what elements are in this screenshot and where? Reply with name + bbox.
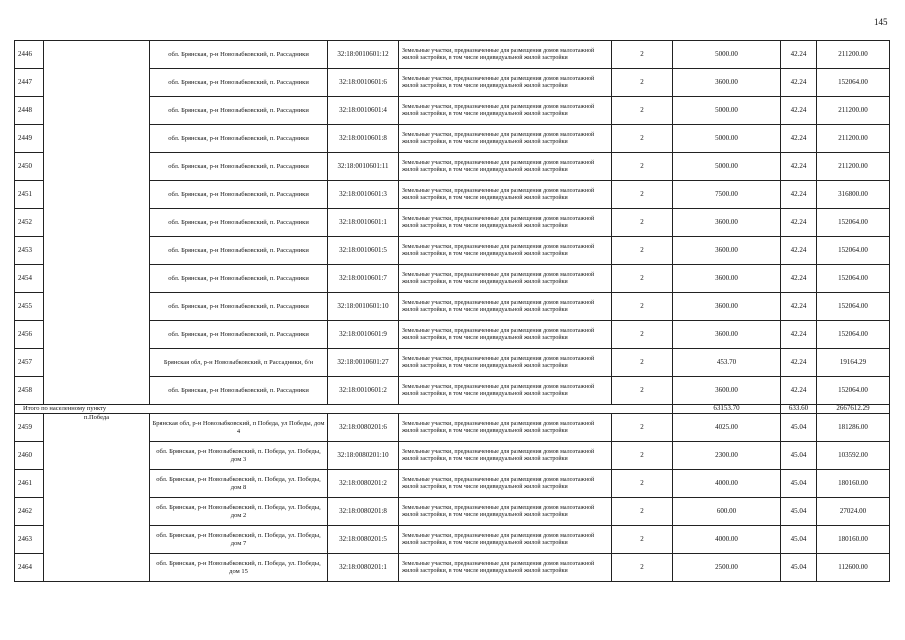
address-cell: обл. Брянская, р-н Новозыбковский, п. Рассадники xyxy=(150,97,328,125)
group-code-cell: 2 xyxy=(612,377,673,405)
total-area: 63153.70 xyxy=(673,405,781,414)
address-cell: обл. Брянская, р-н Новозыбковский, п. Победа, ул. Победы, дом 3 xyxy=(150,442,328,470)
cadastral-number-cell: 32:18:0010601:11 xyxy=(328,153,399,181)
rate-cell: 45.04 xyxy=(781,442,817,470)
address-cell: обл. Брянская, р-н Новозыбковский, п. Победа, ул. Победы, дом 15 xyxy=(150,554,328,582)
cadastral-number-cell: 32:18:0080201:1 xyxy=(328,554,399,582)
land-registry-table xyxy=(14,40,890,582)
address-cell: обл. Брянская, р-н Новозыбковский, п. Победа, ул. Победы, дом 2 xyxy=(150,498,328,526)
value-cell: 316800.00 xyxy=(817,181,890,209)
group-code-cell: 2 xyxy=(612,237,673,265)
row-number: 2458 xyxy=(15,377,44,405)
value-cell: 112600.00 xyxy=(817,554,890,582)
row-number: 2452 xyxy=(15,209,44,237)
value-cell: 211200.00 xyxy=(817,125,890,153)
group-code-cell: 2 xyxy=(612,498,673,526)
group-code-cell: 2 xyxy=(612,209,673,237)
cadastral-number-cell: 32:18:0010601:10 xyxy=(328,293,399,321)
value-cell: 211200.00 xyxy=(817,97,890,125)
row-number: 2446 xyxy=(15,41,44,69)
value-cell: 152064.00 xyxy=(817,265,890,293)
area-cell: 3600.00 xyxy=(673,69,781,97)
group-code-cell: 2 xyxy=(612,470,673,498)
land-use-cell: Земельные участки, предназначенные для размещения домов малоэтажной жилой застройки, в том числе индивидуальной жилой застройки xyxy=(399,321,612,349)
land-use-cell: Земельные участки, предназначенные для размещения домов малоэтажной жилой застройки, в том числе индивидуальной жилой застройки xyxy=(399,414,612,442)
area-cell: 2500.00 xyxy=(673,554,781,582)
address-cell: обл. Брянская, р-н Новозыбковский, п. Победа, ул. Победы, дом 8 xyxy=(150,470,328,498)
value-cell: 152064.00 xyxy=(817,69,890,97)
area-cell: 4025.00 xyxy=(673,414,781,442)
settlement-cell xyxy=(44,41,150,405)
group-code-cell: 2 xyxy=(612,442,673,470)
row-number: 2450 xyxy=(15,153,44,181)
rate-cell: 42.24 xyxy=(781,349,817,377)
value-cell: 27024.00 xyxy=(817,498,890,526)
row-number: 2447 xyxy=(15,69,44,97)
rate-cell: 42.24 xyxy=(781,69,817,97)
row-number: 2461 xyxy=(15,470,44,498)
cadastral-number-cell: 32:18:0010601:6 xyxy=(328,69,399,97)
cadastral-number-cell: 32:18:0010601:8 xyxy=(328,125,399,153)
area-cell: 5000.00 xyxy=(673,41,781,69)
address-cell: обл. Брянская, р-н Новозыбковский, п. Рассадники xyxy=(150,69,328,97)
cadastral-number-cell: 32:18:0010601:3 xyxy=(328,181,399,209)
total-value: 2667612.29 xyxy=(817,405,890,414)
row-number: 2457 xyxy=(15,349,44,377)
area-cell: 453.70 xyxy=(673,349,781,377)
rate-cell: 42.24 xyxy=(781,377,817,405)
rate-cell: 42.24 xyxy=(781,237,817,265)
area-cell: 3600.00 xyxy=(673,265,781,293)
address-cell: обл. Брянская, р-н Новозыбковский, п. Рассадники xyxy=(150,41,328,69)
value-cell: 103592.00 xyxy=(817,442,890,470)
land-use-cell: Земельные участки, предназначенные для размещения домов малоэтажной жилой застройки, в том числе индивидуальной жилой застройки xyxy=(399,265,612,293)
rate-cell: 42.24 xyxy=(781,125,817,153)
page-number: 145 xyxy=(874,17,888,27)
address-cell: обл. Брянская, р-н Новозыбковский, п. Рассадники xyxy=(150,265,328,293)
rate-cell: 42.24 xyxy=(781,97,817,125)
land-use-cell: Земельные участки, предназначенные для размещения домов малоэтажной жилой застройки, в том числе индивидуальной жилой застройки xyxy=(399,526,612,554)
group-code-cell: 2 xyxy=(612,526,673,554)
address-cell: обл. Брянская, р-н Новозыбковский, п. Рассадники xyxy=(150,125,328,153)
land-use-cell: Земельные участки, предназначенные для размещения домов малоэтажной жилой застройки, в том числе индивидуальной жилой застройки xyxy=(399,41,612,69)
cadastral-number-cell: 32:18:0010601:4 xyxy=(328,97,399,125)
address-cell: обл. Брянская, р-н Новозыбковский, п. Рассадники xyxy=(150,209,328,237)
cadastral-number-cell: 32:18:0010601:9 xyxy=(328,321,399,349)
group-code-cell: 2 xyxy=(612,554,673,582)
rate-cell: 42.24 xyxy=(781,293,817,321)
value-cell: 152064.00 xyxy=(817,209,890,237)
land-use-cell: Земельные участки, предназначенные для размещения домов малоэтажной жилой застройки, в том числе индивидуальной жилой застройки xyxy=(399,97,612,125)
group-code-cell: 2 xyxy=(612,125,673,153)
address-cell: обл. Брянская, р-н Новозыбковский, п. Рассадники xyxy=(150,321,328,349)
address-cell: обл. Брянская, р-н Новозыбковский, п. Рассадники xyxy=(150,377,328,405)
total-label: Итого по населенному пункту xyxy=(15,405,673,414)
table-row xyxy=(15,414,890,442)
area-cell: 7500.00 xyxy=(673,181,781,209)
row-number: 2456 xyxy=(15,321,44,349)
table-row xyxy=(15,41,890,69)
value-cell: 211200.00 xyxy=(817,153,890,181)
address-cell: обл. Брянская, р-н Новозыбковский, п. Рассадники xyxy=(150,237,328,265)
cadastral-number-cell: 32:18:0080201:5 xyxy=(328,526,399,554)
group-code-cell: 2 xyxy=(612,97,673,125)
total-row xyxy=(15,405,890,414)
cadastral-number-cell: 32:18:0080201:2 xyxy=(328,470,399,498)
row-number: 2459 xyxy=(15,414,44,442)
land-use-cell: Земельные участки, предназначенные для размещения домов малоэтажной жилой застройки, в том числе индивидуальной жилой застройки xyxy=(399,377,612,405)
address-cell: обл. Брянская, р-н Новозыбковский, п. Рассадники xyxy=(150,153,328,181)
rate-cell: 42.24 xyxy=(781,321,817,349)
value-cell: 152064.00 xyxy=(817,293,890,321)
group-code-cell: 2 xyxy=(612,321,673,349)
group-code-cell: 2 xyxy=(612,414,673,442)
area-cell: 600.00 xyxy=(673,498,781,526)
group-code-cell: 2 xyxy=(612,153,673,181)
land-use-cell: Земельные участки, предназначенные для размещения домов малоэтажной жилой застройки, в том числе индивидуальной жилой застройки xyxy=(399,498,612,526)
group-code-cell: 2 xyxy=(612,69,673,97)
cadastral-number-cell: 32:18:0010601:5 xyxy=(328,237,399,265)
address-cell: обл. Брянская, р-н Новозыбковский, п. Рассадники xyxy=(150,293,328,321)
row-number: 2448 xyxy=(15,97,44,125)
group-code-cell: 2 xyxy=(612,181,673,209)
area-cell: 4000.00 xyxy=(673,526,781,554)
group-code-cell: 2 xyxy=(612,265,673,293)
rate-cell: 42.24 xyxy=(781,181,817,209)
address-cell: обл. Брянская, р-н Новозыбковский, п. Рассадники xyxy=(150,181,328,209)
land-use-cell: Земельные участки, предназначенные для размещения домов малоэтажной жилой застройки, в том числе индивидуальной жилой застройки xyxy=(399,293,612,321)
group-code-cell: 2 xyxy=(612,349,673,377)
area-cell: 3600.00 xyxy=(673,321,781,349)
settlement-name: п.Победа xyxy=(44,414,150,582)
rate-cell: 42.24 xyxy=(781,209,817,237)
area-cell: 3600.00 xyxy=(673,377,781,405)
land-use-cell: Земельные участки, предназначенные для размещения домов малоэтажной жилой застройки, в том числе индивидуальной жилой застройки xyxy=(399,69,612,97)
land-use-cell: Земельные участки, предназначенные для размещения домов малоэтажной жилой застройки, в том числе индивидуальной жилой застройки xyxy=(399,349,612,377)
row-number: 2464 xyxy=(15,554,44,582)
land-use-cell: Земельные участки, предназначенные для размещения домов малоэтажной жилой застройки, в том числе индивидуальной жилой застройки xyxy=(399,125,612,153)
cadastral-number-cell: 32:18:0010601:1 xyxy=(328,209,399,237)
cadastral-number-cell: 32:18:0080201:10 xyxy=(328,442,399,470)
land-use-cell: Земельные участки, предназначенные для размещения домов малоэтажной жилой застройки, в том числе индивидуальной жилой застройки xyxy=(399,153,612,181)
row-number: 2449 xyxy=(15,125,44,153)
area-cell: 2300.00 xyxy=(673,442,781,470)
rate-cell: 42.24 xyxy=(781,265,817,293)
row-number: 2455 xyxy=(15,293,44,321)
area-cell: 5000.00 xyxy=(673,125,781,153)
land-use-cell: Земельные участки, предназначенные для размещения домов малоэтажной жилой застройки, в том числе индивидуальной жилой застройки xyxy=(399,181,612,209)
group-code-cell: 2 xyxy=(612,41,673,69)
value-cell: 152064.00 xyxy=(817,321,890,349)
rate-cell: 45.04 xyxy=(781,470,817,498)
row-number: 2454 xyxy=(15,265,44,293)
land-use-cell: Земельные участки, предназначенные для размещения домов малоэтажной жилой застройки, в том числе индивидуальной жилой застройки xyxy=(399,209,612,237)
row-number: 2462 xyxy=(15,498,44,526)
cadastral-number-cell: 32:18:0010601:2 xyxy=(328,377,399,405)
rate-cell: 45.04 xyxy=(781,414,817,442)
area-cell: 3600.00 xyxy=(673,293,781,321)
row-number: 2463 xyxy=(15,526,44,554)
value-cell: 152064.00 xyxy=(817,377,890,405)
area-cell: 4000.00 xyxy=(673,470,781,498)
value-cell: 180160.00 xyxy=(817,526,890,554)
area-cell: 5000.00 xyxy=(673,153,781,181)
address-cell: Брянская обл, р-н Новозыбковский, п Рассадники, б/н xyxy=(150,349,328,377)
land-use-cell: Земельные участки, предназначенные для размещения домов малоэтажной жилой застройки, в том числе индивидуальной жилой застройки xyxy=(399,554,612,582)
value-cell: 181286.00 xyxy=(817,414,890,442)
address-cell: Брянская обл, р-н Новозыбковский, п Победа, ул Победы, дом 4 xyxy=(150,414,328,442)
cadastral-number-cell: 32:18:0080201:8 xyxy=(328,498,399,526)
cadastral-number-cell: 32:18:0010601:27 xyxy=(328,349,399,377)
rate-cell: 42.24 xyxy=(781,153,817,181)
area-cell: 5000.00 xyxy=(673,97,781,125)
group-code-cell: 2 xyxy=(612,293,673,321)
row-number: 2460 xyxy=(15,442,44,470)
value-cell: 152064.00 xyxy=(817,237,890,265)
address-cell: обл. Брянская, р-н Новозыбковский, п. Победа, ул. Победы, дом 7 xyxy=(150,526,328,554)
rate-cell: 45.04 xyxy=(781,554,817,582)
land-use-cell: Земельные участки, предназначенные для размещения домов малоэтажной жилой застройки, в том числе индивидуальной жилой застройки xyxy=(399,470,612,498)
land-use-cell: Земельные участки, предназначенные для размещения домов малоэтажной жилой застройки, в том числе индивидуальной жилой застройки xyxy=(399,237,612,265)
area-cell: 3600.00 xyxy=(673,209,781,237)
rate-cell: 45.04 xyxy=(781,526,817,554)
value-cell: 211200.00 xyxy=(817,41,890,69)
rate-cell: 45.04 xyxy=(781,498,817,526)
cadastral-number-cell: 32:18:0010601:7 xyxy=(328,265,399,293)
cadastral-number-cell: 32:18:0080201:6 xyxy=(328,414,399,442)
row-number: 2451 xyxy=(15,181,44,209)
row-number: 2453 xyxy=(15,237,44,265)
value-cell: 19164.29 xyxy=(817,349,890,377)
area-cell: 3600.00 xyxy=(673,237,781,265)
rate-cell: 42.24 xyxy=(781,41,817,69)
total-rate: 633.60 xyxy=(781,405,817,414)
value-cell: 180160.00 xyxy=(817,470,890,498)
cadastral-number-cell: 32:18:0010601:12 xyxy=(328,41,399,69)
land-use-cell: Земельные участки, предназначенные для размещения домов малоэтажной жилой застройки, в том числе индивидуальной жилой застройки xyxy=(399,442,612,470)
